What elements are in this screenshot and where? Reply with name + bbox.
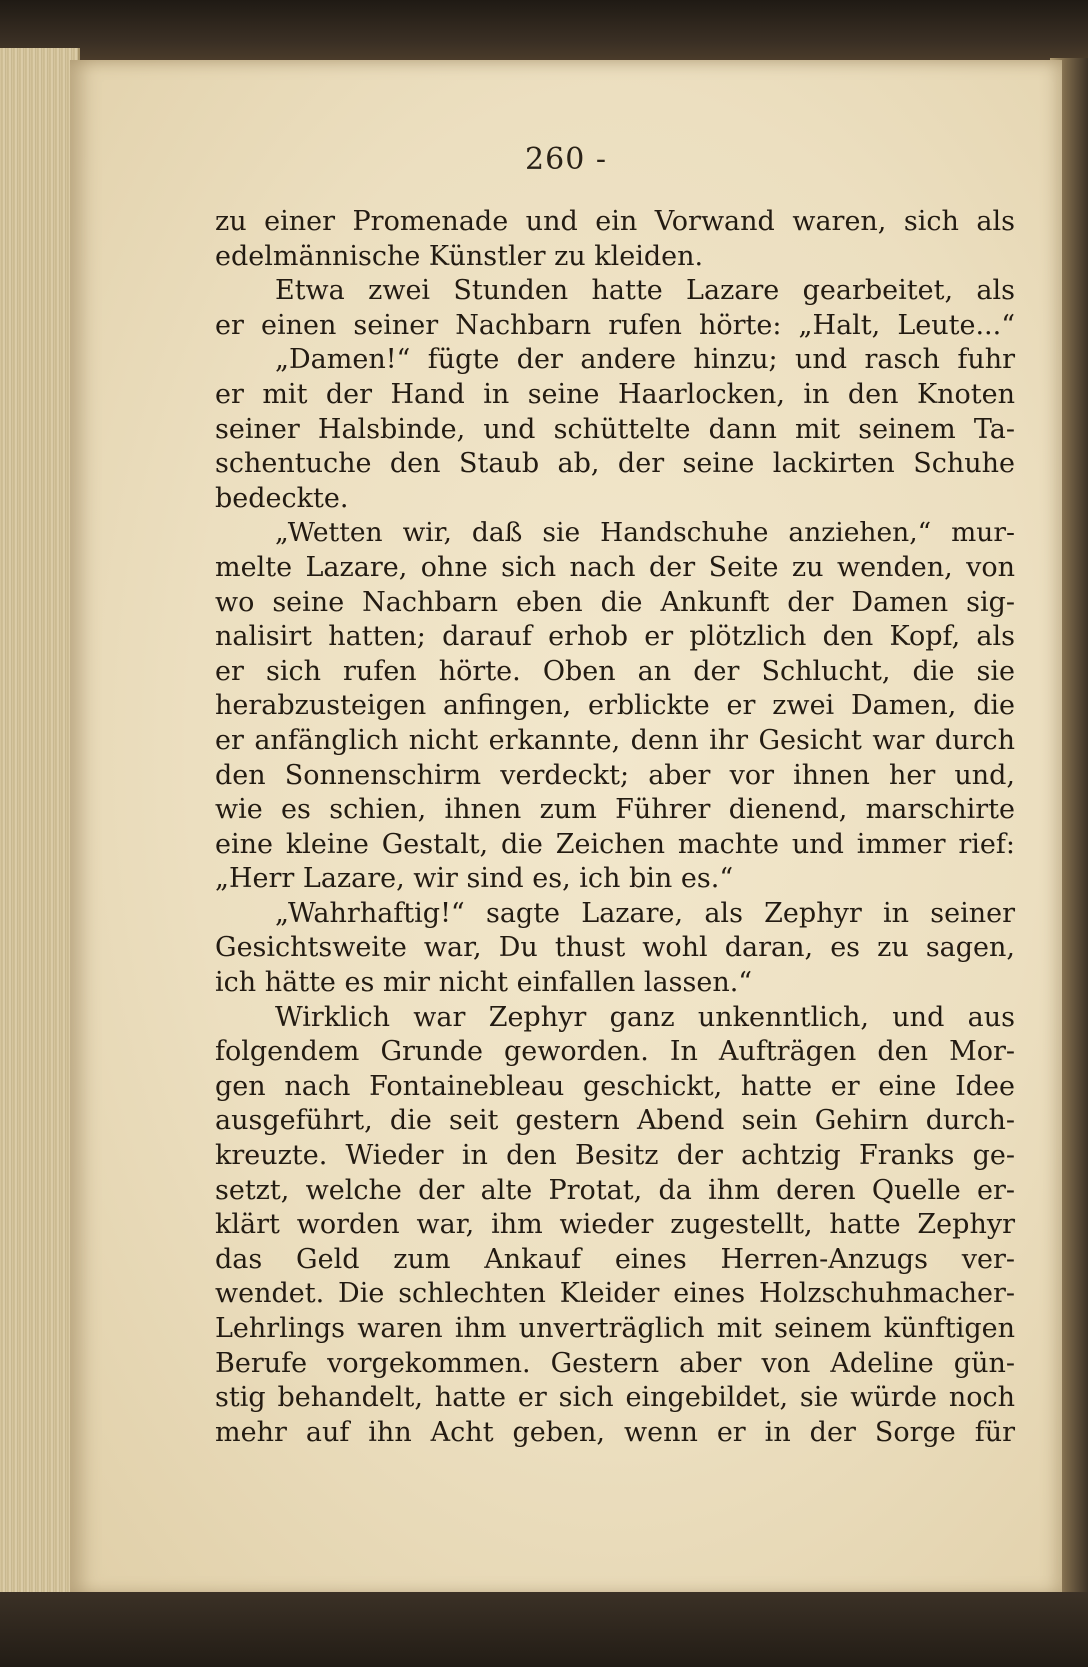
text-line: das Geld zum Ankauf eines Herren-Anzugs ver- [215, 1243, 1015, 1275]
text-line: „Damen!“ fügte der andere hinzu; und rasch fuhr [275, 344, 1015, 376]
text-line: klärt worden war, ihm wieder zugestellt, hatte Zephyr [215, 1209, 1015, 1241]
text-line: folgendem Grunde geworden. In Aufträgen den Mor- [215, 1036, 1015, 1068]
text-line: „Wetten wir, daß sie Handschuhe anziehen,“ mur- [275, 517, 1015, 549]
book-cover-top [0, 0, 1088, 60]
page-number: 260 - [525, 142, 607, 177]
text-line: Etwa zwei Stunden hatte Lazare gearbeitet, als [275, 275, 1015, 307]
text-line: „Wahrhaftig!“ sagte Lazare, als Zephyr in seiner [275, 897, 1015, 929]
text-line: er anfänglich nicht erkannte, denn ihr Gesicht war durch [215, 724, 1015, 756]
text-line: schentuche den Staub ab, der seine lackirten Schuhe [215, 448, 1015, 480]
book-page [70, 60, 1062, 1596]
text-line: er mit der Hand in seine Haarlocken, in den Knoten [215, 378, 1015, 410]
text-line: gen nach Fontainebleau geschickt, hatte er eine Idee [215, 1070, 1015, 1102]
text-line: Wirklich war Zephyr ganz unkenntlich, und aus [275, 1001, 1015, 1033]
body-text [215, 205, 1015, 1450]
text-line: „Herr Lazare, wir sind es, ich bin es.“ [215, 863, 734, 895]
page-stack-edge [0, 48, 80, 1596]
text-line: setzt, welche der alte Protat, da ihm deren Quelle er- [215, 1174, 1015, 1206]
text-line: ausgeführt, die seit gestern Abend sein Gehirn durch- [215, 1105, 1015, 1137]
text-line: wo seine Nachbarn eben die Ankunft der Damen sig- [215, 586, 1015, 618]
text-line: eine kleine Gestalt, die Zeichen machte und immer rief: [215, 828, 1015, 860]
text-line: er einen seiner Nachbarn rufen hörte: „Halt, Leute...“ [215, 309, 1015, 341]
text-line: nalisirt hatten; darauf erhob er plötzlich den Kopf, als [215, 621, 1015, 653]
text-line: edelmännische Künstler zu kleiden. [215, 240, 704, 272]
text-line: Lehrlings waren ihm unverträglich mit seinem künftigen [215, 1313, 1015, 1344]
text-line: bedeckte. [215, 482, 349, 514]
text-line: wendet. Die schlechten Kleider eines Holzschuhmacher- [215, 1278, 1015, 1310]
text-line: zu einer Promenade und ein Vorwand waren, sich als [215, 206, 1015, 237]
text-line: Berufe vorgekommen. Gestern aber von Adeline gün- [215, 1347, 1015, 1379]
text-line: melte Lazare, ohne sich nach der Seite zu wenden, von [215, 551, 1015, 583]
text-line: er sich rufen hörte. Oben an der Schlucht, die sie [215, 655, 1015, 687]
text-line: stig behandelt, hatte er sich eingebildet, sie würde noch [215, 1382, 1015, 1414]
text-line: mehr auf ihn Acht geben, wenn er in der Sorge für [215, 1416, 1015, 1448]
book-cover-bottom [0, 1592, 1088, 1667]
text-line: seiner Halsbinde, und schüttelte dann mit seinem Ta- [215, 413, 1015, 445]
text-line: herabzusteigen anfingen, erblickte er zwei Damen, die [215, 690, 1015, 722]
text-line: wie es schien, ihnen zum Führer dienend, marschirte [215, 794, 1015, 826]
text-line: Gesichtsweite war, Du thust wohl daran, es zu sagen, [215, 932, 1015, 964]
text-line: den Sonnenschirm verdeckt; aber vor ihnen her und, [215, 759, 1015, 791]
text-line: ich hätte es mir nicht einfallen lassen.“ [215, 967, 753, 999]
text-line: kreuzte. Wieder in den Besitz der achtzig Franks ge- [215, 1140, 1015, 1172]
